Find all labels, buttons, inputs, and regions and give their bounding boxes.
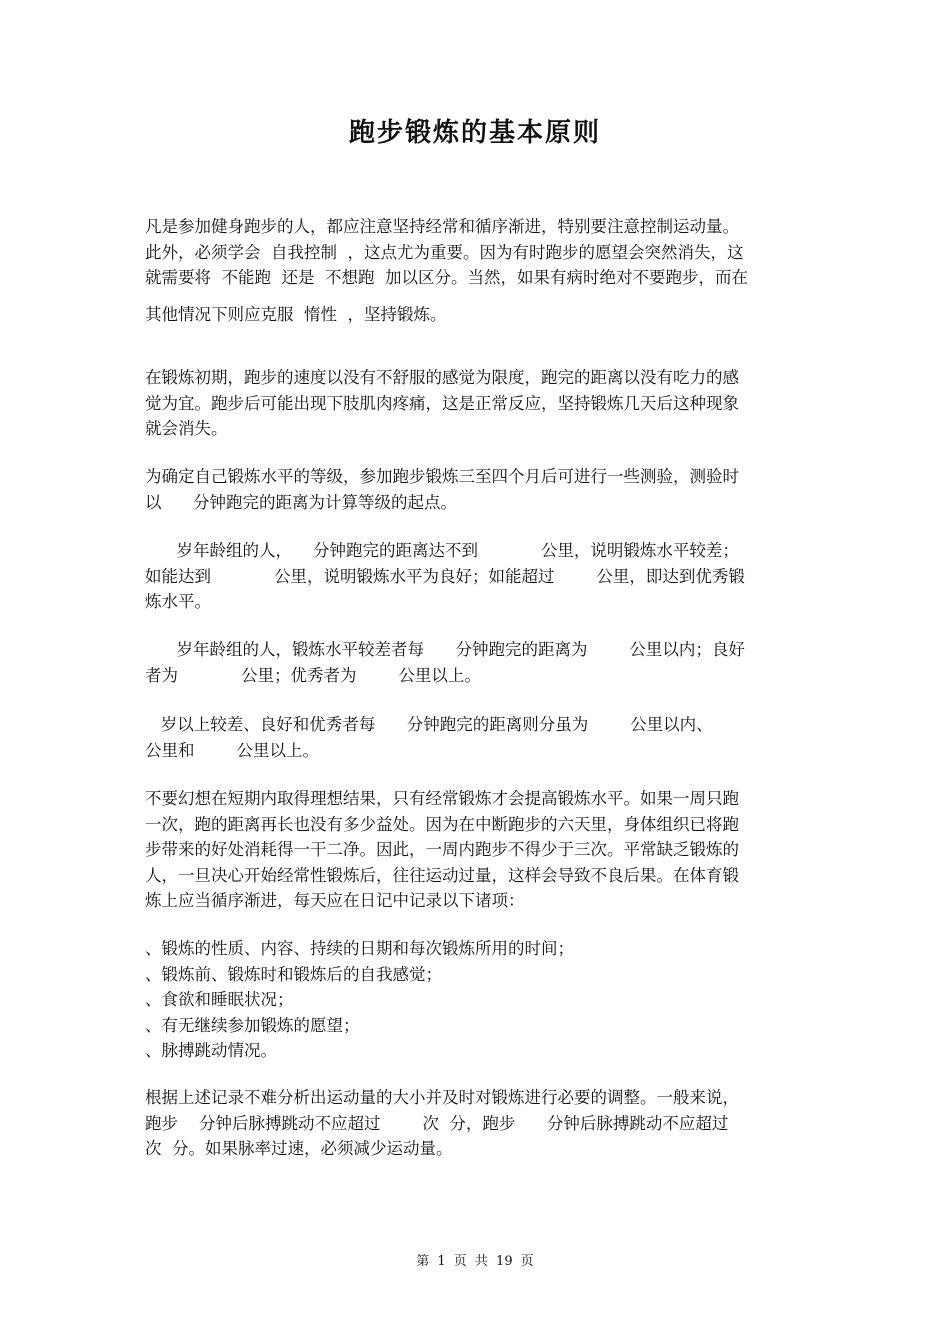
paragraph-line: 炼上应当循序渐进，每天应在日记中记录以下诸项： [145,891,525,910]
paragraph-2 [145,365,810,442]
paragraph-4 [145,538,810,615]
list-item: 、有无继续参加锻炼的愿望； [145,1015,360,1035]
paragraph-line: 岁以上较差、良好和优秀者每 分钟跑完的距离则分虽为 公里以内、 [145,715,713,734]
paragraph-7 [145,786,810,914]
paragraph-line: 跑步 分钟后脉搏跳动不应超过 次 分，跑步 分钟后脉搏跳动不应超过 [145,1113,729,1133]
page-footer: 第 1 页 共 19 页 [416,1254,534,1269]
paragraph-line: 步带来的好处消耗得一干二净。因此，一周内跑步不得少于三次。平常缺乏锻炼的 [145,840,739,859]
list-item: 、脉搏跳动情况。 [145,1041,277,1060]
paragraph-line: 就需要将 不能跑 还是 不想跑 加以区分。当然，如果有病时绝对不要跑步，而在 [145,268,748,287]
paragraph-3 [145,464,810,515]
paragraph-line: 炼水平。 [145,592,211,611]
paragraph-line: 人，一旦决心开始经常性锻炼后，往往运动过量，这样会导致不良后果。在体育锻 [145,865,739,885]
list-item: 、锻炼前、锻炼时和锻炼后的自我感觉； [145,964,442,984]
paragraph-line: 一次，跑的距离再长也没有多少益处。因为在中断跑步的六天里，身体组织已将跑 [145,814,739,834]
paragraph-line: 觉为宜。跑步后可能出现下肢肌肉疼痛，这是正常反应，坚持锻炼几天后这种现象 [145,393,739,413]
list-item: 、食欲和睡眠状况； [145,990,294,1009]
paragraph-line: 其他情况下则应克服 惰性 ，坚持锻炼。 [145,305,447,324]
paragraph-line: 在锻炼初期，跑步的速度以没有不舒服的感觉为限度，跑完的距离以没有吃力的感 [145,368,739,387]
list-item: 、锻炼的性质、内容、持续的日期和每次锻炼所用的时间； [145,939,574,958]
paragraph-line: 不要幻想在短期内取得理想结果，只有经常锻炼才会提高锻炼水平。如果一周只跑 [145,789,739,808]
paragraph-line: 就会消失。 [145,419,228,438]
paragraph-line: 为确定自己锻炼水平的等级，参加跑步锻炼三至四个月后可进行一些测验，测验时 [145,467,739,486]
page-title: 跑步锻炼的基本原则 [348,118,601,148]
paragraph-1 [145,214,810,291]
paragraph-line: 公里和 公里以上。 [145,740,319,760]
paragraph-line: 此外，必须学会 自我控制 ，这点尤为重要。因为有时跑步的愿望会突然消失，这 [145,242,744,262]
paragraph-line: 岁年龄组的人，锻炼水平较差者每 分钟跑完的距离为 公里以内；良好 [145,640,745,659]
paragraph-8 [145,1085,810,1162]
paragraph-line: 如能达到 公里，说明锻炼水平为良好；如能超过 公里，即达到优秀锻 [145,566,745,586]
paragraph-6 [145,712,810,763]
paragraph-5 [145,637,810,688]
paragraph-line: 次 分。如果脉率过速，必须减少运动量。 [145,1139,453,1158]
paragraph-line: 凡是参加健身跑步的人，都应注意坚持经常和循序渐进，特别要注意控制运动量。 [145,217,739,236]
paragraph-line: 岁年龄组的人， 分钟跑完的距离达不到 公里，说明锻炼水平较差； [145,541,739,560]
paragraph-line: 者为 公里；优秀者为 公里以上。 [145,665,481,685]
paragraph-1-last-line [145,302,810,328]
paragraph-line: 根据上述记录不难分析出运动量的大小并及时对锻炼进行必要的调整。一般来说， [145,1088,739,1107]
paragraph-line: 以 分钟跑完的距离为计算等级的起点。 [145,492,457,512]
record-list [145,936,810,1064]
